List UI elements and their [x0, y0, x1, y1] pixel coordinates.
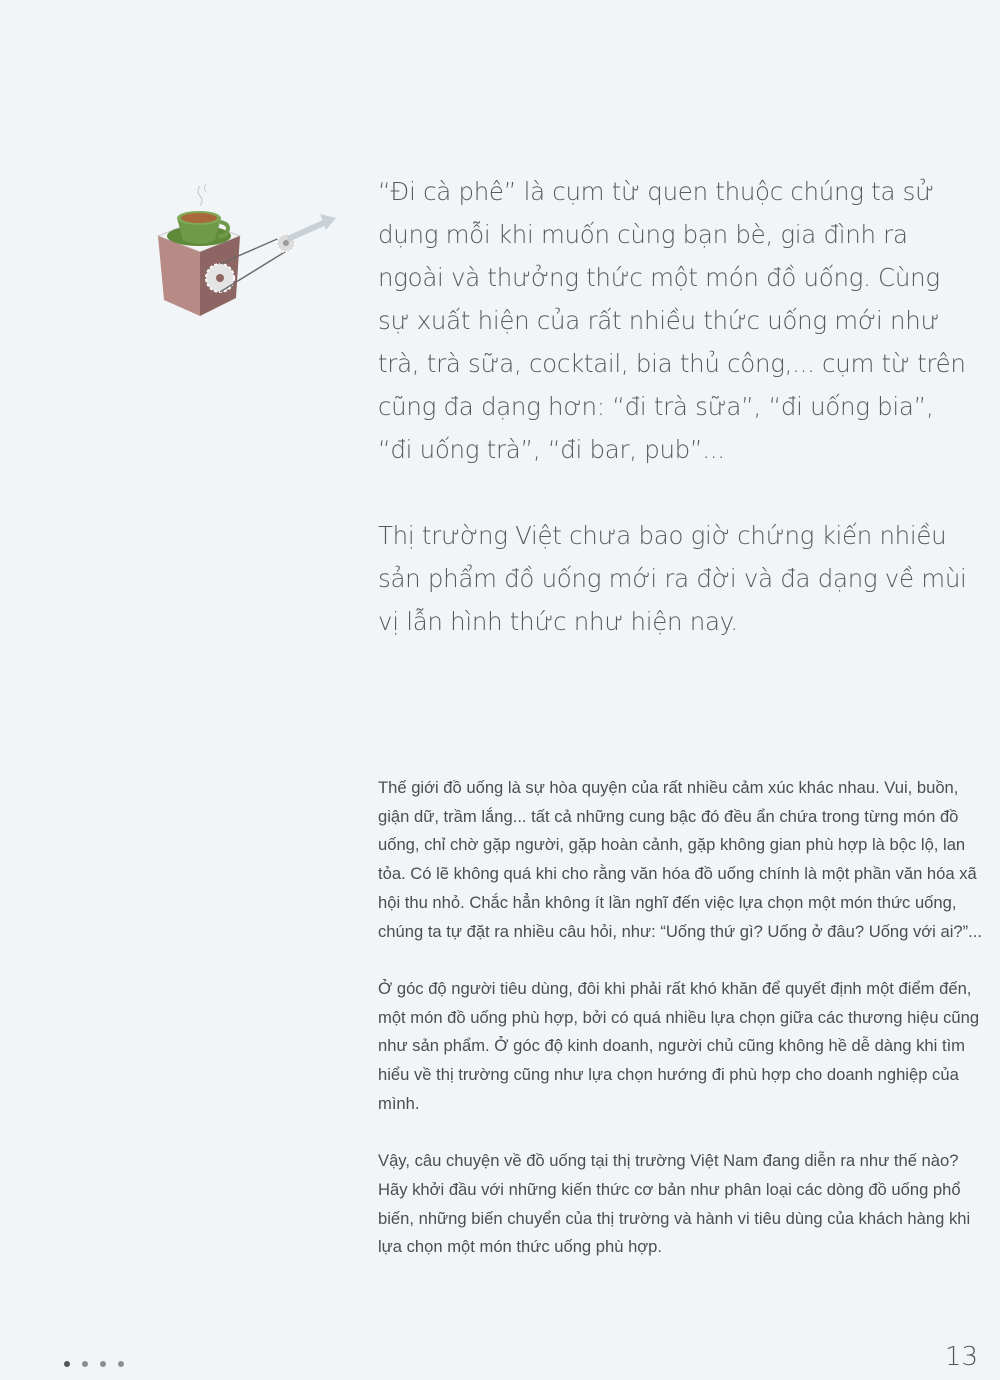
coffee-machine-illustration	[150, 178, 340, 328]
dot-2	[82, 1361, 88, 1367]
body-paragraph-3: Vậy, câu chuyện về đồ uống tại thị trường Việt Nam đang diễn ra như thế nào? Hãy khởi đầu với những kiến thức cơ bản như phân loại các dòng đồ uống phổ biến, những biến chuyển của thị trường và hành vi tiêu dùng của khách hàng khi lựa chọn một món thức uống phù hợp.	[378, 1151, 971, 1257]
intro-paragraph-1: “Đi cà phê” là cụm từ quen thuộc chúng ta sử dụng mỗi khi muốn cùng bạn bè, gia đình ra ngoài và thưởng thức một món đồ uống. Cùng sự xuất hiện của rất nhiều thức uống mới như trà, trà sữa, cocktail, bia thủ công,... cụm từ trên cũng đa dạng hơn: “đi trà sữa”, “đi uống bia”, “đi uống trà”, “đi bar, pub”...	[378, 177, 966, 464]
body-paragraph-1: Thế giới đồ uống là sự hòa quyện của rất nhiều cảm xúc khác nhau. Vui, buồn, giận dữ, trầm lắng... tất cả những cung bậc đó đều ẩn chứa trong từng món đồ uống, chỉ chờ gặp người, gặp hoàn cảnh, gặp không gian phù hợp là bộc lộ, lan tỏa. Có lẽ không quá khi cho rằng văn hóa đồ uống chính là một phần văn hóa xã hội thu nhỏ. Chắc hẳn không ít lần nghĩ đến việc lựa chọn một món thức uống, chúng ta tự đặt ra nhiều câu hỏi, như: “Uống thứ gì? Uống ở đâu? Uống với ai?”...	[378, 778, 982, 941]
intro-paragraph-2: Thị trường Việt chưa bao giờ chứng kiến nhiều sản phẩm đồ uống mới ra đời và đa dạng về mùi vị lẫn hình thức như hiện nay.	[378, 521, 967, 636]
body-paragraph-2: Ở góc độ người tiêu dùng, đôi khi phải rất khó khăn để quyết định một điểm đến, một món đồ uống phù hợp, bởi có quá nhiều lựa chọn giữa các thương hiệu cũng như sản phẩm. Ở góc độ kinh doanh, người chủ cũng không hề dễ dàng khi tìm hiểu về thị trường cũng như lựa chọn hướng đi phù hợp cho doanh nghiệp của mình.	[378, 978, 980, 1113]
dot-3	[100, 1361, 106, 1367]
dot-1	[64, 1361, 70, 1367]
page-dots	[64, 1361, 124, 1367]
page-number: 13	[944, 1342, 978, 1372]
body-text	[378, 774, 982, 1262]
dot-4	[118, 1361, 124, 1367]
coffee-machine-icon	[150, 178, 340, 328]
intro-text	[378, 170, 968, 643]
